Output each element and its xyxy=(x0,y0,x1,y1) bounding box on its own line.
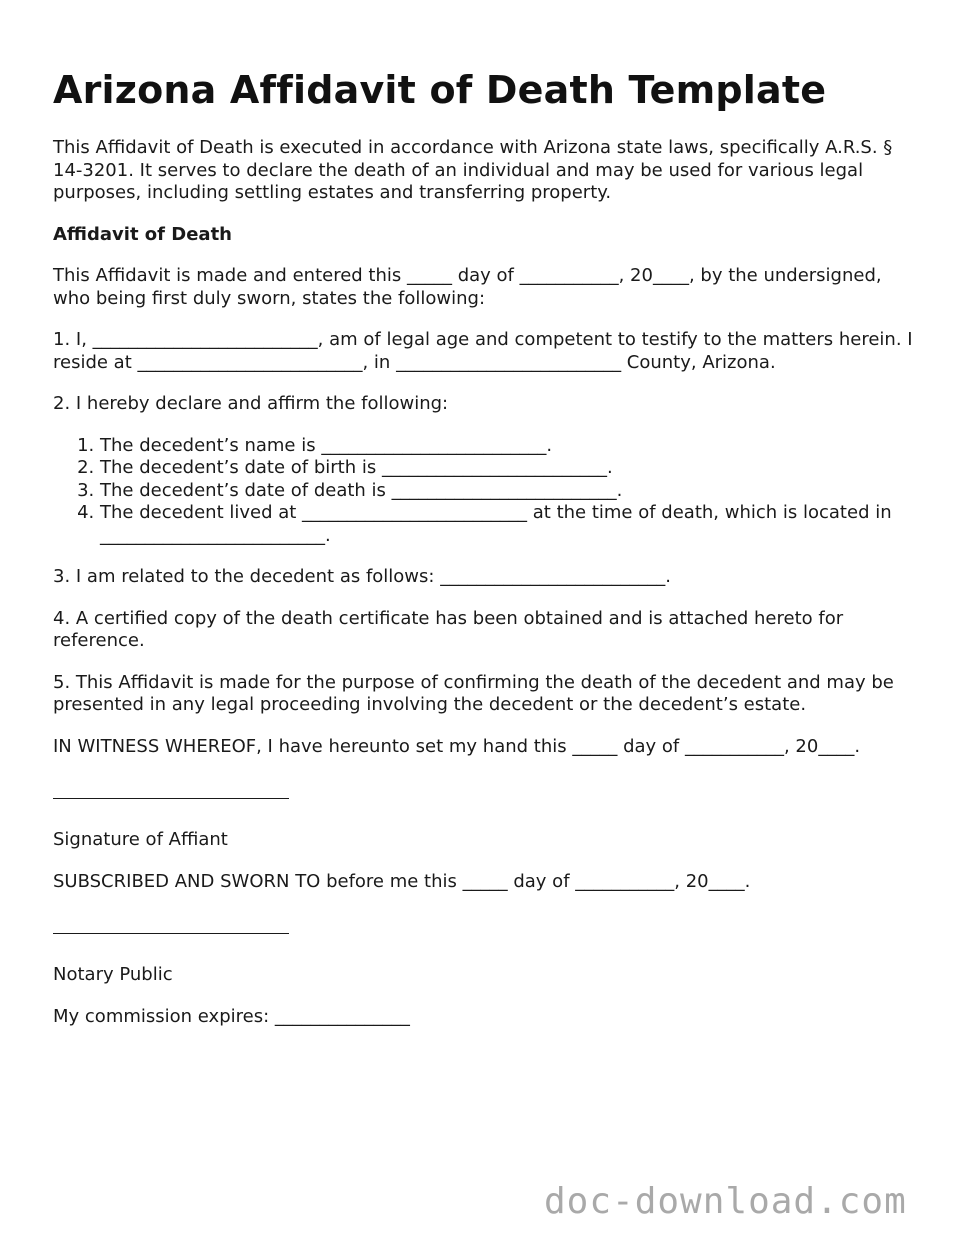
list-item: 3. The decedent’s date of death is _________________________. xyxy=(100,480,915,503)
document-page xyxy=(53,62,915,1047)
intro-paragraph: This Affidavit of Death is executed in accordance with Arizona state laws, specifically A.R.S. § 14-3201. It serves to declare the death of an individual and may be used for various legal purposes, including settling estates and transferring property. xyxy=(53,137,893,203)
document-title: Arizona Affidavit of Death Template xyxy=(53,68,827,112)
item-4: 4. A certified copy of the death certificate has been obtained and is attached hereto for reference. xyxy=(53,607,844,651)
subscribed-clause: SUBSCRIBED AND SWORN TO before me this _____ day of ___________, 20____. xyxy=(53,870,751,892)
item-1: 1. I, _________________________, am of legal age and competent to testify to the matters herein. I reside at _________________________, in _________________________ County, Arizona. xyxy=(53,329,913,373)
list-item: 2. The decedent’s date of birth is _________________________. xyxy=(100,457,915,480)
item-2: 2. I hereby declare and affirm the following: xyxy=(53,393,449,414)
declaration-list xyxy=(53,435,915,548)
section-heading: Affidavit of Death xyxy=(53,223,232,245)
list-item: 4. The decedent lived at _________________________ at the time of death, which is located in _________________________. xyxy=(100,502,915,547)
notary-signature-line xyxy=(53,933,289,934)
witness-clause: IN WITNESS WHEREOF, I have hereunto set my hand this _____ day of ___________, 20____. xyxy=(53,735,861,757)
commission-expires: My commission expires: _______________ xyxy=(53,1005,410,1027)
notary-label: Notary Public xyxy=(53,964,173,985)
item-3: 3. I am related to the decedent as follows: _________________________. xyxy=(53,566,671,587)
item-5: 5. This Affidavit is made for the purpose of confirming the death of the decedent and may be presented in any legal proceeding involving the decedent or the decedent’s estate. xyxy=(53,671,894,715)
list-item: 1. The decedent’s name is _________________________. xyxy=(100,435,915,458)
opening-paragraph: This Affidavit is made and entered this _____ day of ___________, 20____, by the undersigned, who being first duly sworn, states the following: xyxy=(53,265,882,309)
watermark: doc-download.com xyxy=(544,1181,907,1222)
affiant-signature-line xyxy=(53,798,289,799)
affiant-signature-label: Signature of Affiant xyxy=(53,829,228,850)
